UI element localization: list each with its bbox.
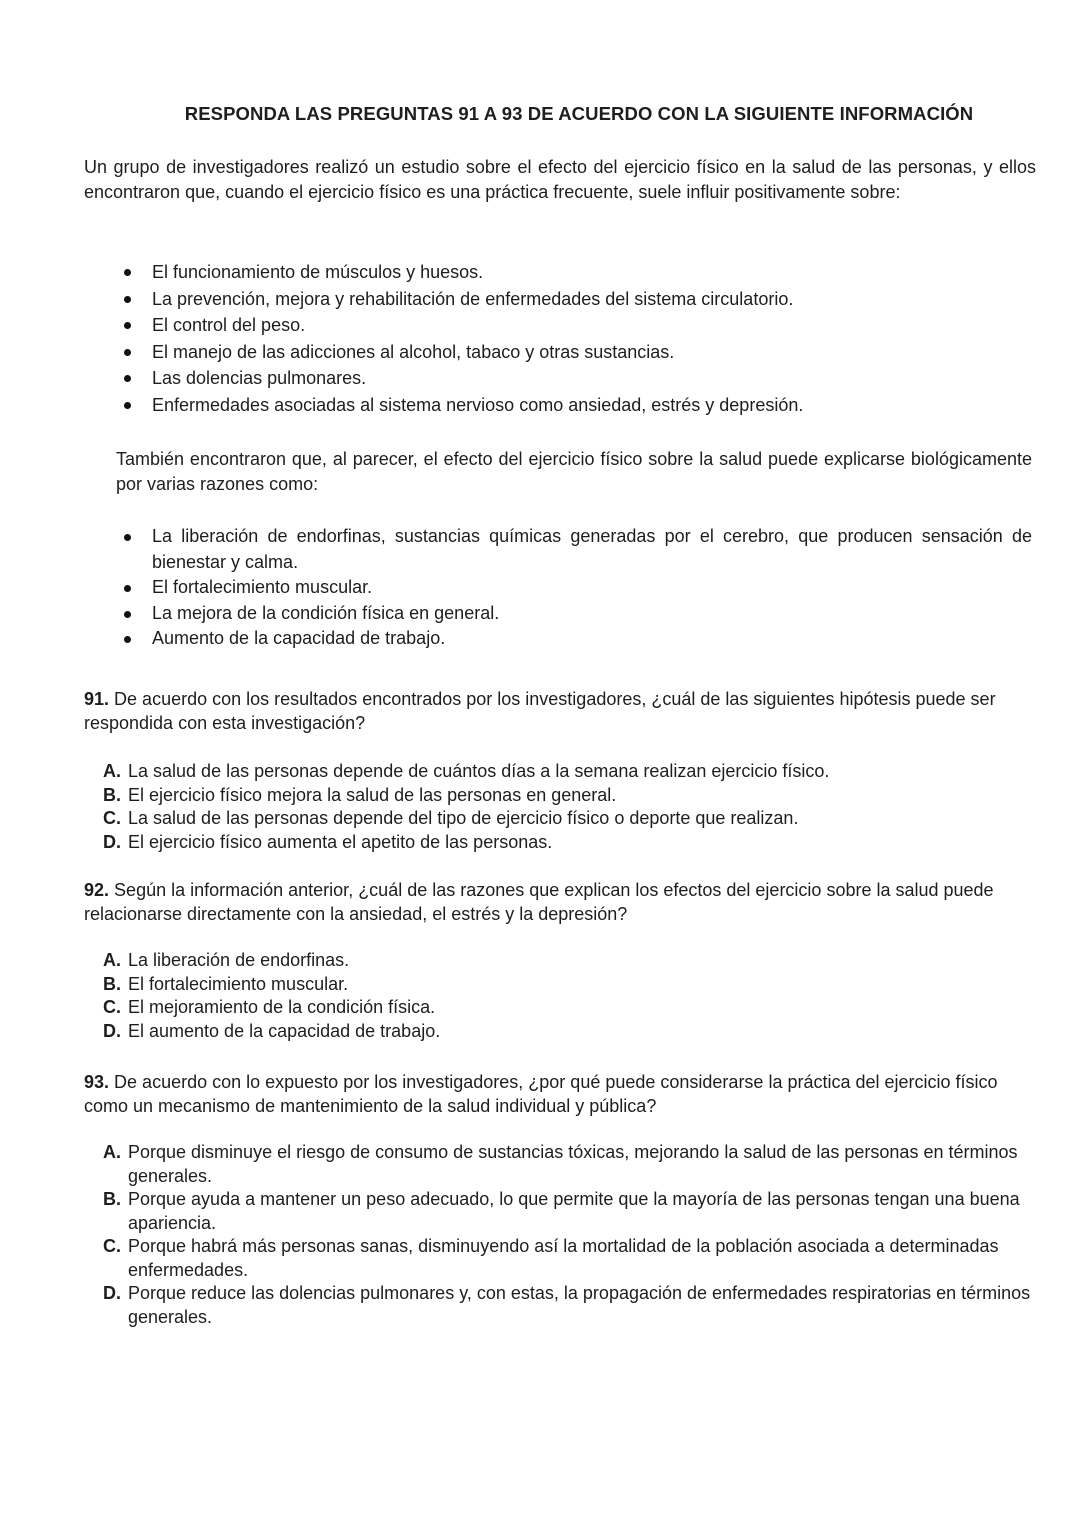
intro-paragraph: Un grupo de investigadores realizó un estudio sobre el efecto del ejercicio físico en la salud de las personas, y ellos encontraron que, cuando el ejercicio físico es una práctica frecuente, suele influir positivamente sobre: (84, 157, 1036, 202)
list-item (116, 365, 1036, 392)
benefit-text: La prevención, mejora y rehabilitación de enfermedades del sistema circulatorio. (152, 288, 794, 309)
option-letter: A. (103, 761, 121, 781)
option-letter: C. (103, 1236, 121, 1256)
option-d[interactable] (103, 1282, 1043, 1329)
question-text: De acuerdo con lo expuesto por los investigadores, ¿por qué puede considerarse la práctica del ejercicio físico como un mecanismo de mantenimiento de la salud individual y pública? (84, 1072, 998, 1116)
reasons-list (116, 524, 1032, 652)
option-text: El mejoramiento de la condición física. (128, 997, 436, 1017)
question-number: 93. (84, 1072, 110, 1092)
benefit-text: Las dolencias pulmonares. (152, 368, 367, 388)
list-item (116, 286, 1036, 313)
option-a[interactable] (103, 760, 1043, 784)
bullet-icon (124, 322, 131, 329)
question-text: De acuerdo con los resultados encontrados por los investigadores, ¿cuál de las siguientes hipótesis puede ser respondida con esta investigación? (84, 689, 996, 733)
option-text: El ejercicio físico mejora la salud de las personas en general. (128, 784, 617, 805)
option-text: Porque reduce las dolencias pulmonares y, con estas, la propagación de enfermedades respiratorias en términos generales. (128, 1283, 1031, 1327)
list-item (116, 392, 1036, 419)
reasons-intro-paragraph: También encontraron que, al parecer, el efecto del ejercicio físico sobre la salud puede explicarse biológicamente por varias razones como: (116, 449, 1032, 494)
bullet-icon (124, 375, 131, 382)
option-letter: D. (103, 1020, 121, 1041)
bullet-icon (124, 636, 131, 643)
option-letter: A. (103, 1142, 121, 1162)
option-letter: D. (103, 831, 121, 852)
list-item (116, 259, 1036, 286)
option-text: La liberación de endorfinas. (128, 950, 350, 970)
benefit-text: El control del peso. (152, 315, 306, 335)
reason-text: El fortalecimiento muscular. (152, 577, 373, 597)
option-letter: B. (103, 1189, 121, 1209)
option-text: La salud de las personas depende del tipo de ejercicio físico o deporte que realizan. (128, 808, 799, 828)
option-letter: C. (103, 808, 121, 828)
option-text: Porque disminuye el riesgo de consumo de sustancias tóxicas, mejorando la salud de las personas en términos generales. (128, 1142, 1018, 1186)
bullet-icon (124, 269, 131, 276)
option-b[interactable] (103, 973, 1043, 997)
option-a[interactable] (103, 949, 1043, 973)
list-item (116, 626, 1032, 652)
option-text: El fortalecimiento muscular. (128, 973, 349, 994)
options-93 (103, 1141, 1043, 1329)
list-item (116, 524, 1032, 575)
benefit-text: El funcionamiento de músculos y huesos. (152, 262, 484, 282)
option-text: Porque habrá más personas sanas, disminuyendo así la mortalidad de la población asociada a determinadas enfermedades. (128, 1236, 999, 1280)
option-c[interactable] (103, 996, 1043, 1020)
option-c[interactable] (103, 1235, 1043, 1282)
list-item (116, 575, 1032, 601)
option-d[interactable] (103, 1020, 1043, 1044)
option-text: El ejercicio físico aumenta el apetito de las personas. (128, 831, 553, 852)
bullet-icon (124, 534, 131, 541)
option-letter: B. (103, 784, 121, 805)
reason-text: La liberación de endorfinas, sustancias químicas generadas por el cerebro, que producen sensación de bienestar y calma. (152, 526, 1032, 572)
options-92 (103, 949, 1043, 1043)
section-heading: RESPONDA LAS PREGUNTAS 91 A 93 DE ACUERDO CON LA SIGUIENTE INFORMACIÓN (184, 103, 974, 124)
list-item (116, 601, 1032, 627)
option-a[interactable] (103, 1141, 1043, 1188)
option-c[interactable] (103, 807, 1043, 831)
benefit-text: Enfermedades asociadas al sistema nervioso como ansiedad, estrés y depresión. (152, 394, 804, 415)
option-letter: C. (103, 997, 121, 1017)
question-text: Según la información anterior, ¿cuál de las razones que explican los efectos del ejercicio sobre la salud puede relacionarse directamente con la ansiedad, el estrés y la depresión? (84, 880, 994, 924)
reason-text: La mejora de la condición física en general. (152, 602, 500, 623)
option-text: El aumento de la capacidad de trabajo. (128, 1020, 441, 1041)
reason-text: Aumento de la capacidad de trabajo. (152, 628, 446, 648)
option-b[interactable] (103, 1188, 1043, 1235)
bullet-icon (124, 585, 131, 592)
option-letter: B. (103, 973, 121, 994)
question-92 (84, 878, 1036, 926)
bullet-icon (124, 402, 131, 409)
options-91 (103, 760, 1043, 854)
option-text: La salud de las personas depende de cuántos días a la semana realizan ejercicio físico. (128, 761, 830, 781)
benefits-list (116, 259, 1036, 418)
option-letter: A. (103, 950, 121, 970)
option-d[interactable] (103, 831, 1043, 855)
bullet-icon (124, 611, 131, 618)
question-number: 91. (84, 689, 110, 709)
question-91 (84, 687, 1036, 735)
option-text: Porque ayuda a mantener un peso adecuado, lo que permite que la mayoría de las personas tengan una buena apariencia. (128, 1189, 1020, 1233)
list-item (116, 312, 1036, 339)
bullet-icon (124, 296, 131, 303)
bullet-icon (124, 349, 131, 356)
list-item (116, 339, 1036, 366)
option-b[interactable] (103, 784, 1043, 808)
question-93 (84, 1070, 1036, 1118)
option-letter: D. (103, 1283, 121, 1303)
benefit-text: El manejo de las adicciones al alcohol, tabaco y otras sustancias. (152, 341, 675, 362)
question-number: 92. (84, 880, 110, 900)
